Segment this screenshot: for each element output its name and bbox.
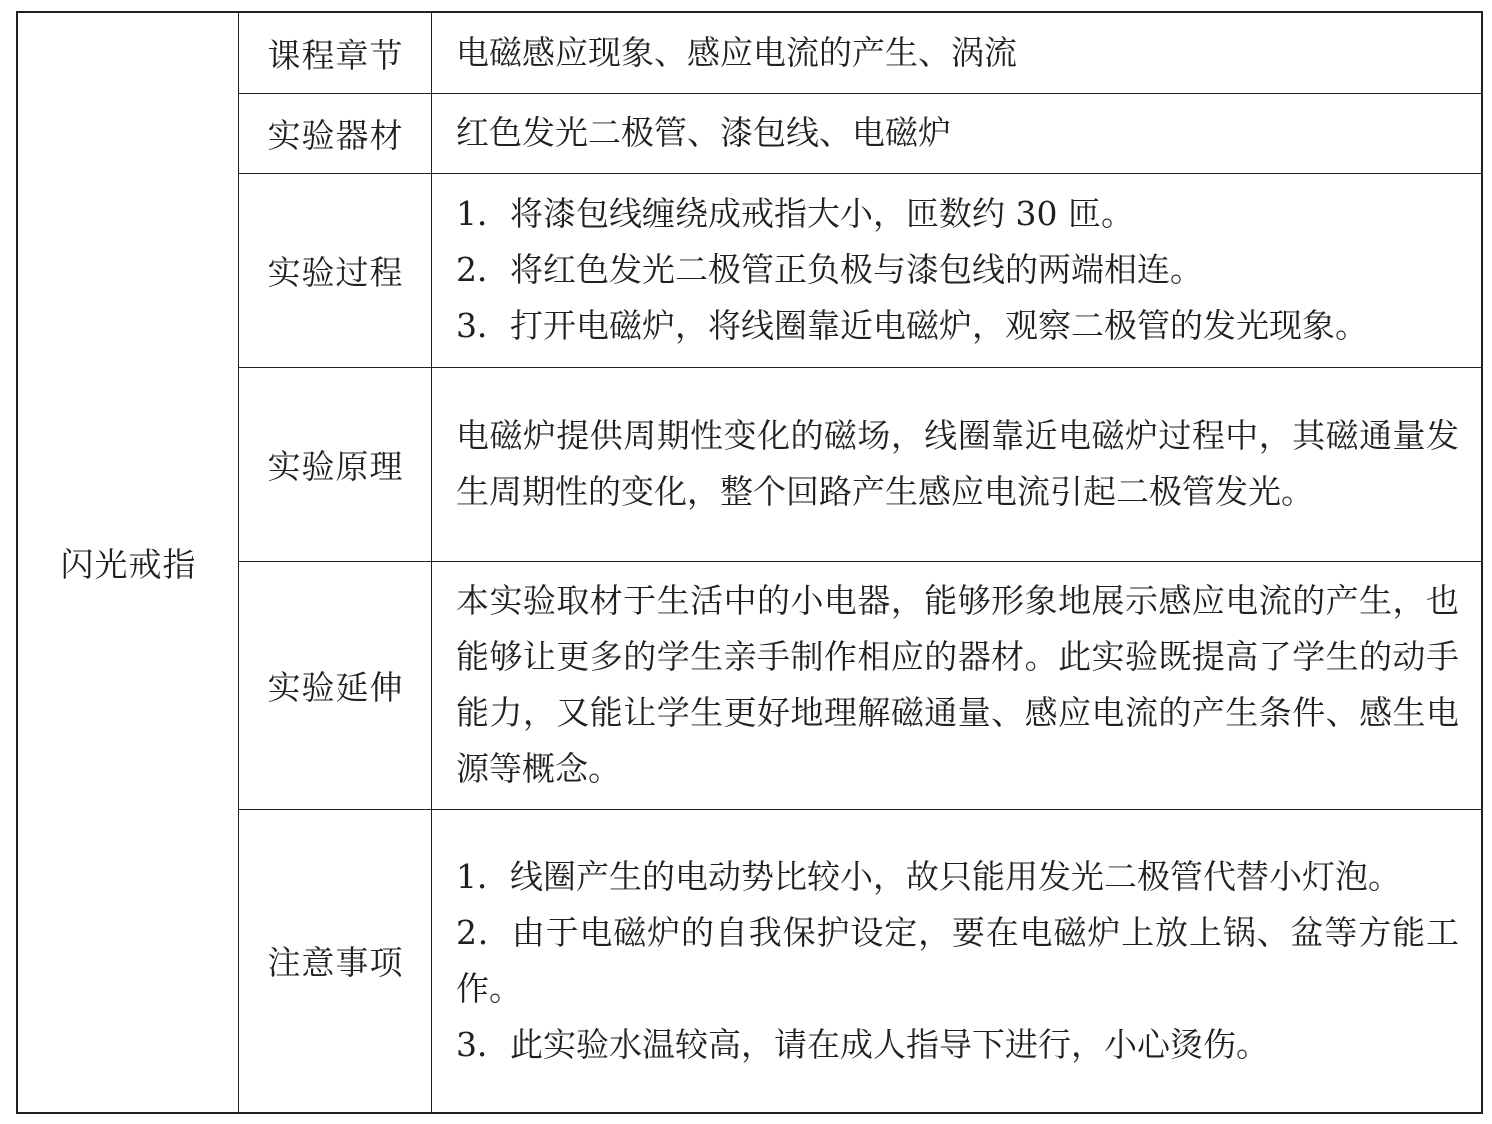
row-content-precautions bbox=[456, 809, 1459, 1112]
row-content-principle bbox=[456, 367, 1459, 561]
precaution-1: 1．线圈产生的电动势比较小，故只能用发光二极管代替小灯泡。 bbox=[456, 856, 1401, 896]
row-content-equipment bbox=[456, 93, 1459, 173]
precaution-3: 3．此实验水温较高，请在成人指导下进行，小心烫伤。 bbox=[456, 1024, 1269, 1064]
row-content-course-chapter bbox=[456, 13, 1459, 93]
content-line: 电磁感应现象、感应电流的产生、涡流 bbox=[456, 33, 1017, 72]
procedure-step-2: 2．将红色发光二极管正负极与漆包线的两端相连。 bbox=[456, 250, 1203, 289]
precaution-2: 2．由于电磁炉的自我保护设定，要在电磁炉上放上锅、盆等方能工作。 bbox=[456, 912, 1459, 1008]
row-label-course-chapter: 课程章节 bbox=[267, 35, 404, 75]
experiment-title: 闪光戒指 bbox=[60, 545, 197, 584]
row-label-precautions: 注意事项 bbox=[267, 943, 404, 982]
procedure-step-1: 1．将漆包线缠绕成戒指大小，匝数约 30 匝。 bbox=[456, 194, 1134, 233]
procedure-step-3: 3．打开电磁炉，将线圈靠近电磁炉，观察二极管的发光现象。 bbox=[456, 306, 1368, 345]
row-label-equipment: 实验器材 bbox=[267, 115, 404, 155]
row-content-procedure bbox=[456, 173, 1459, 367]
row-content-extension bbox=[456, 561, 1459, 809]
experiment-table bbox=[16, 11, 1483, 1114]
row-label-principle: 实验原理 bbox=[267, 446, 404, 486]
row-label-extension: 实验延伸 bbox=[267, 667, 404, 707]
extension-text: 本实验取材于生活中的小电器，能够形象地展示感应电流的产生，也能够让更多的学生亲手制作相应的器材。此实验既提高了学生的动手能力，又能让学生更好地理解磁通量、感应电流的产生条件、感生电源等概念。 bbox=[456, 581, 1459, 788]
row-label-procedure: 实验过程 bbox=[267, 252, 404, 292]
principle-text: 电磁炉提供周期性变化的磁场，线圈靠近电磁炉过程中，其磁通量发生周期性的变化，整个回路产生感应电流引起二极管发光。 bbox=[456, 416, 1459, 511]
content-line: 红色发光二极管、漆包线、电磁炉 bbox=[456, 113, 951, 152]
